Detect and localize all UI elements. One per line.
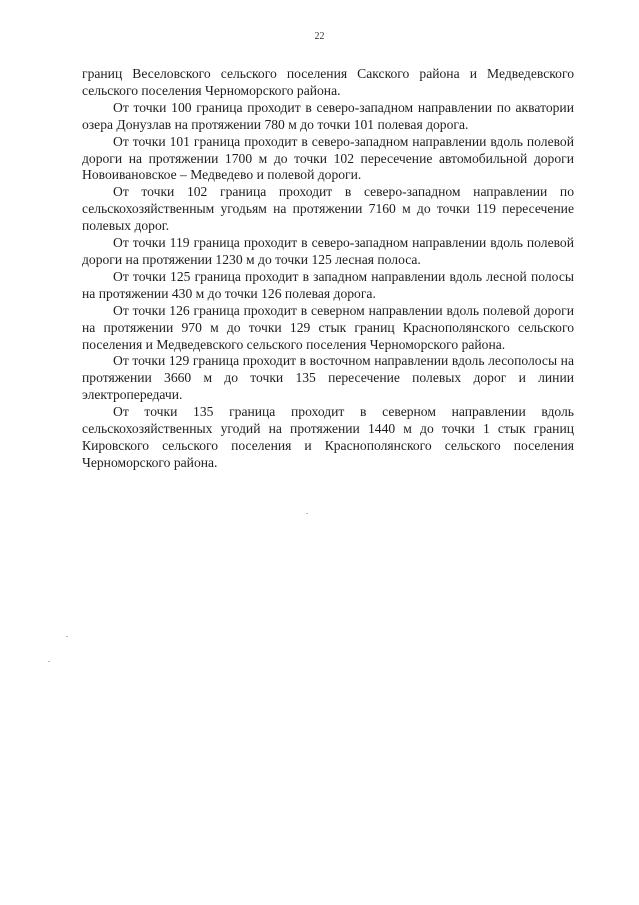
scan-speck (306, 513, 308, 514)
paragraph-point-101: От точки 101 граница проходит в северо-западном направлении вдоль полевой дороги на протяжении 1700 м до точки 102 пересечение автомобильной дороги Новоивановское – Медведево и полевой дороги. (82, 133, 574, 183)
page-number: 22 (314, 31, 325, 42)
paragraph-point-125: От точки 125 граница проходит в западном направлении вдоль лесной полосы на протяжении 430 м до точки 126 полевая дорога. (82, 268, 574, 301)
paragraph-point-100: От точки 100 граница проходит в северо-западном направлении по акватории озера Донузлав на протяжении 780 м до точки 101 полевая дорога. (82, 99, 574, 132)
scan-speck (66, 636, 68, 637)
paragraph-point-129: От точки 129 граница проходит в восточном направлении вдоль лесополосы на протяжении 3660 м до точки 135 пересечение полевых дорог и линии электропередачи. (82, 353, 574, 403)
scan-speck (48, 661, 50, 662)
paragraph-point-135: От точки 135 граница проходит в северном направлении вдоль сельскохозяйственных угодий на протяжении 1440 м до точки 1 стык границ Кировского сельского поселения и Краснополянского сельского поселения Черноморского района. (82, 404, 574, 470)
paragraph-point-126: От точки 126 граница проходит в северном направлении вдоль полевой дороги на протяжении 970 м до точки 129 стык границ Краснополянского сельского поселения и Медведевского сельского поселения Черноморского района. (82, 302, 574, 352)
paragraph-continued: границ Веселовского сельского поселения Сакского района и Медведевского сельского поселения Черноморского района. (82, 66, 574, 98)
document-body (82, 66, 574, 472)
paragraph-point-119: От точки 119 граница проходит в северо-западном направлении вдоль полевой дороги на протяжении 1230 м до точки 125 лесная полоса. (82, 235, 574, 267)
paragraph-point-102: От точки 102 граница проходит в северо-западном направлении по сельскохозяйственным угодьям на протяжении 7160 м до точки 119 пересечение полевых дорог. (82, 184, 574, 234)
